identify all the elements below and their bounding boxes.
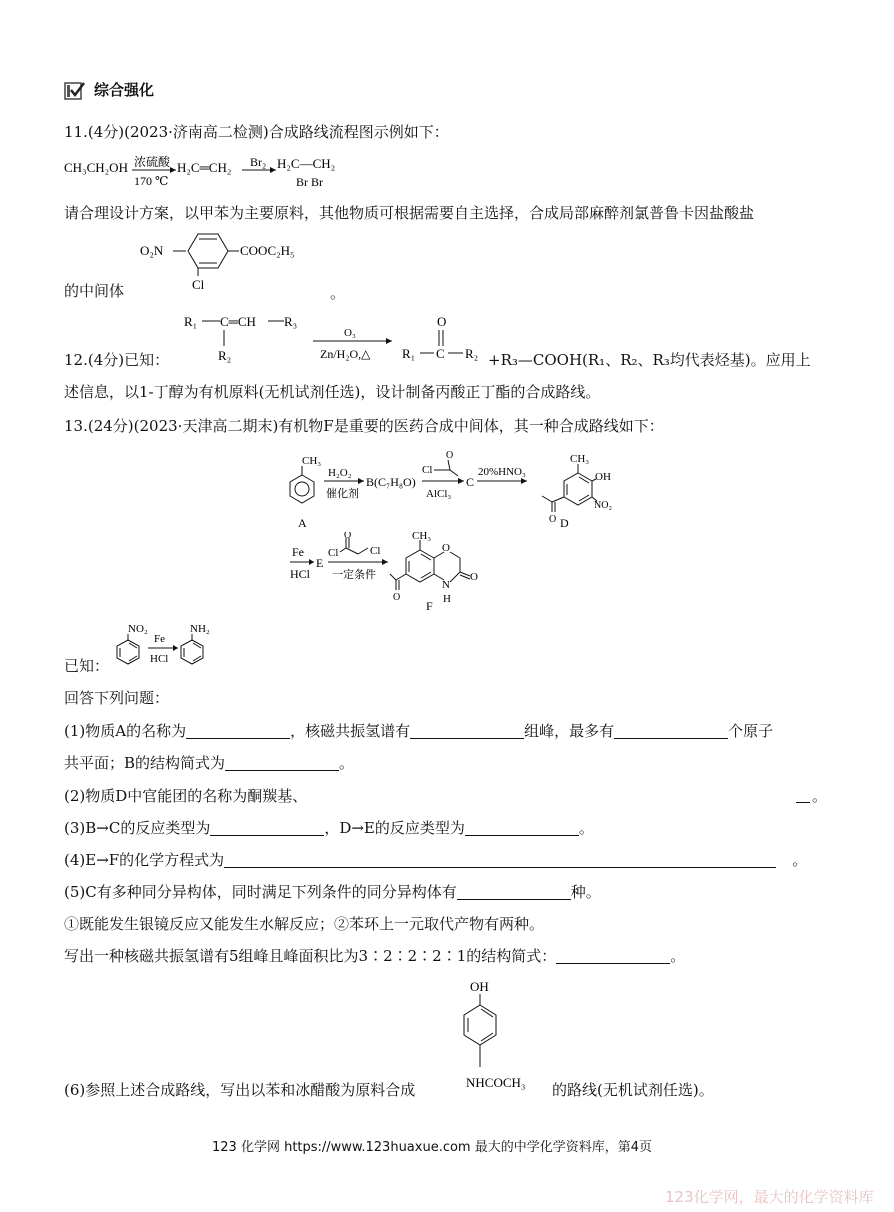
ex-prod-top: H₂C—CH₂	[277, 156, 336, 171]
q12-kr2: R₂	[465, 346, 479, 361]
ex-arrowhead-2	[270, 167, 276, 173]
reag-cl1: Cl	[328, 547, 339, 559]
section-title: 综合强化	[94, 81, 155, 99]
answer-heading: 回答下列问题：	[64, 689, 170, 707]
sub-5-line3	[64, 946, 685, 966]
t-nh: NHCOCH₃	[466, 1075, 526, 1090]
ex-cond-top: 浓硫酸	[134, 155, 171, 169]
reag-o: O	[344, 532, 352, 541]
blank-3b[interactable]	[465, 819, 579, 836]
q13-route-row1	[282, 448, 622, 540]
blank-2[interactable]	[796, 786, 810, 803]
target-ester: COOC₂H₅	[240, 243, 295, 258]
q12-reaction	[180, 308, 520, 368]
blank-1c[interactable]	[614, 722, 728, 739]
s5d: 写出一种核磁共振氢谱有5组峰且峰面积比为3∶2∶2∶2∶1的结构简式：	[64, 947, 557, 965]
r5-bot: 一定条件	[332, 569, 376, 581]
sub-3	[64, 818, 594, 838]
s6a: (6)参照上述合成路线，写出以苯和冰醋酸为原料合成	[64, 1081, 416, 1099]
row2-fe: Fe	[292, 545, 304, 559]
ex-mid: H₂C═CH₂	[177, 160, 232, 175]
f-h: H	[443, 593, 451, 605]
blank-1b[interactable]	[410, 722, 524, 739]
b-compound: B(C₇H₈O)	[366, 475, 416, 489]
q12-r3: R₃	[284, 314, 298, 329]
s5e: 。	[670, 947, 686, 965]
q12-r2: R₂	[218, 348, 232, 363]
a-label: A	[298, 516, 307, 530]
ex-start: CH₃CH₂OH	[64, 160, 128, 175]
d-benzene	[564, 473, 592, 505]
q12-r1: R₁	[184, 314, 198, 329]
acyl-cl: Cl	[422, 464, 433, 476]
s2b: 。	[812, 787, 828, 805]
reag-cl2: Cl	[370, 545, 381, 557]
blank-3a[interactable]	[210, 819, 324, 836]
r1-top: H₂O₂	[328, 467, 352, 479]
d-label: D	[560, 516, 569, 530]
blank-5a[interactable]	[457, 883, 571, 900]
d-oh: OH	[595, 471, 611, 483]
q11-stem: 11.(4分)(2023·济南高二检测)合成路线流程图示例如下：	[64, 123, 449, 141]
q12-line2: 述信息，以1-丁醇为有机原料(无机试剂任选)，设计制备丙酸正丁酯的合成路线。	[64, 383, 601, 401]
s5b: 种。	[570, 883, 601, 901]
ex-arrowhead-1	[170, 167, 176, 173]
q12-stem-tail: +R₃—COOH(R₁、R₂、R₃均代表烃基)。应用上	[488, 351, 811, 369]
s5a: (5)C有多种同分异构体，同时满足下列条件的同分异构体有	[64, 883, 457, 901]
watermark: 123化学网，最大的化学资料库	[665, 1188, 874, 1206]
q12-ko: O	[437, 314, 447, 329]
c-compound: C	[466, 475, 475, 489]
f-co: O	[470, 571, 478, 583]
a-ch3: CH₃	[302, 455, 322, 467]
t-benzene	[464, 1005, 496, 1045]
s3c: 。	[578, 819, 594, 837]
sub-4	[64, 850, 807, 870]
f-benzene	[406, 550, 434, 582]
known-reaction	[112, 620, 222, 670]
q12-stem-label: 12.(4分)已知：	[64, 351, 170, 369]
page-footer: 123 化学网 https://www.123huaxue.com 最大的中学化学资料库，第4页	[212, 1140, 653, 1155]
s1d: 个原子	[728, 722, 774, 740]
k-no2: NO₂	[128, 623, 148, 635]
blank-5b[interactable]	[556, 947, 670, 964]
target-cl: Cl	[192, 277, 205, 292]
d-ch3: CH₃	[570, 453, 590, 465]
s1f: 。	[339, 754, 355, 772]
s1a: (1)物质A的名称为	[64, 722, 187, 740]
r2-bot: AlCl₃	[426, 488, 452, 500]
s5c: ①既能发生银镜反应又能发生水解反应；②苯环上一元取代产物有两种。	[64, 915, 545, 933]
d-no2: NO₂	[594, 500, 612, 511]
s6b: 的路线(无机试剂任选)。	[552, 1081, 714, 1099]
f-ko: O	[393, 592, 401, 603]
s4a: (4)E→F的化学方程式为	[64, 851, 225, 869]
s2a: (2)物质D中官能团的名称为酮羰基、	[64, 787, 308, 805]
q13-route-row2	[288, 532, 518, 622]
checkbox-icon	[64, 81, 86, 101]
f-ch3: CH₃	[412, 532, 432, 542]
s3a: (3)B→C的反应类型为	[64, 819, 211, 837]
q13-stem: 13.(24分)(2023·天津高二期末)有机物F是重要的医药合成中间体，其一种合成路线如下：	[64, 417, 664, 435]
k-nh2: NH₂	[190, 623, 210, 635]
known-label: 已知：	[64, 657, 110, 675]
a-benzene	[290, 475, 314, 503]
blank-1a[interactable]	[186, 722, 290, 739]
f-label: F	[426, 599, 433, 613]
sub-1-line2	[64, 753, 354, 773]
q13-6-target-structure	[462, 975, 552, 1093]
q12-c-eq: C═CH	[220, 314, 256, 329]
t-oh: OH	[470, 979, 489, 994]
k-fe: Fe	[154, 633, 165, 645]
sub-5	[64, 882, 601, 902]
s4b: 。	[792, 851, 808, 869]
s1e: 共平面；B的结构简式为	[64, 754, 226, 772]
s1b: ，核磁共振氢谱有	[290, 722, 411, 740]
ex-reagent: Br₂	[250, 155, 267, 169]
q12-cond: Zn/H₂O,△	[320, 347, 371, 361]
f-n: N	[442, 579, 450, 591]
q11-tail-a: 的中间体	[64, 282, 125, 300]
q12-kr1: R₁	[402, 346, 416, 361]
blank-1d[interactable]	[225, 754, 339, 771]
row2-hcl: HCl	[290, 567, 311, 581]
ex-prod-bot: Br Br	[296, 175, 323, 189]
s3b: ，D→E的反应类型为	[324, 819, 465, 837]
blank-4[interactable]	[224, 851, 776, 868]
q11-target-structure	[140, 230, 340, 292]
sub-1-line1	[64, 721, 773, 741]
target-o2n: O₂N	[140, 243, 164, 258]
ex-cond-bot: 170 ℃	[134, 174, 169, 188]
r3-top: 20%HNO₃	[478, 466, 526, 478]
q12-o3: O₃	[344, 327, 356, 339]
d-o: O	[549, 514, 557, 525]
s1c: 组峰，最多有	[524, 722, 615, 740]
acyl-o: O	[446, 450, 454, 461]
q11-example-route	[64, 152, 364, 192]
k-hcl: HCl	[150, 653, 169, 665]
q11-body: 请合理设计方案，以甲苯为主要原料，其他物质可根据需要自主选择，合成局部麻醉剂氯普鲁卡因盐酸盐	[64, 204, 755, 222]
q12-kc: C	[436, 346, 445, 361]
q11-tail-b: 。	[330, 284, 346, 302]
e-compound: E	[316, 556, 324, 570]
r1-bot: 催化剂	[326, 488, 359, 500]
f-o: O	[442, 542, 450, 554]
